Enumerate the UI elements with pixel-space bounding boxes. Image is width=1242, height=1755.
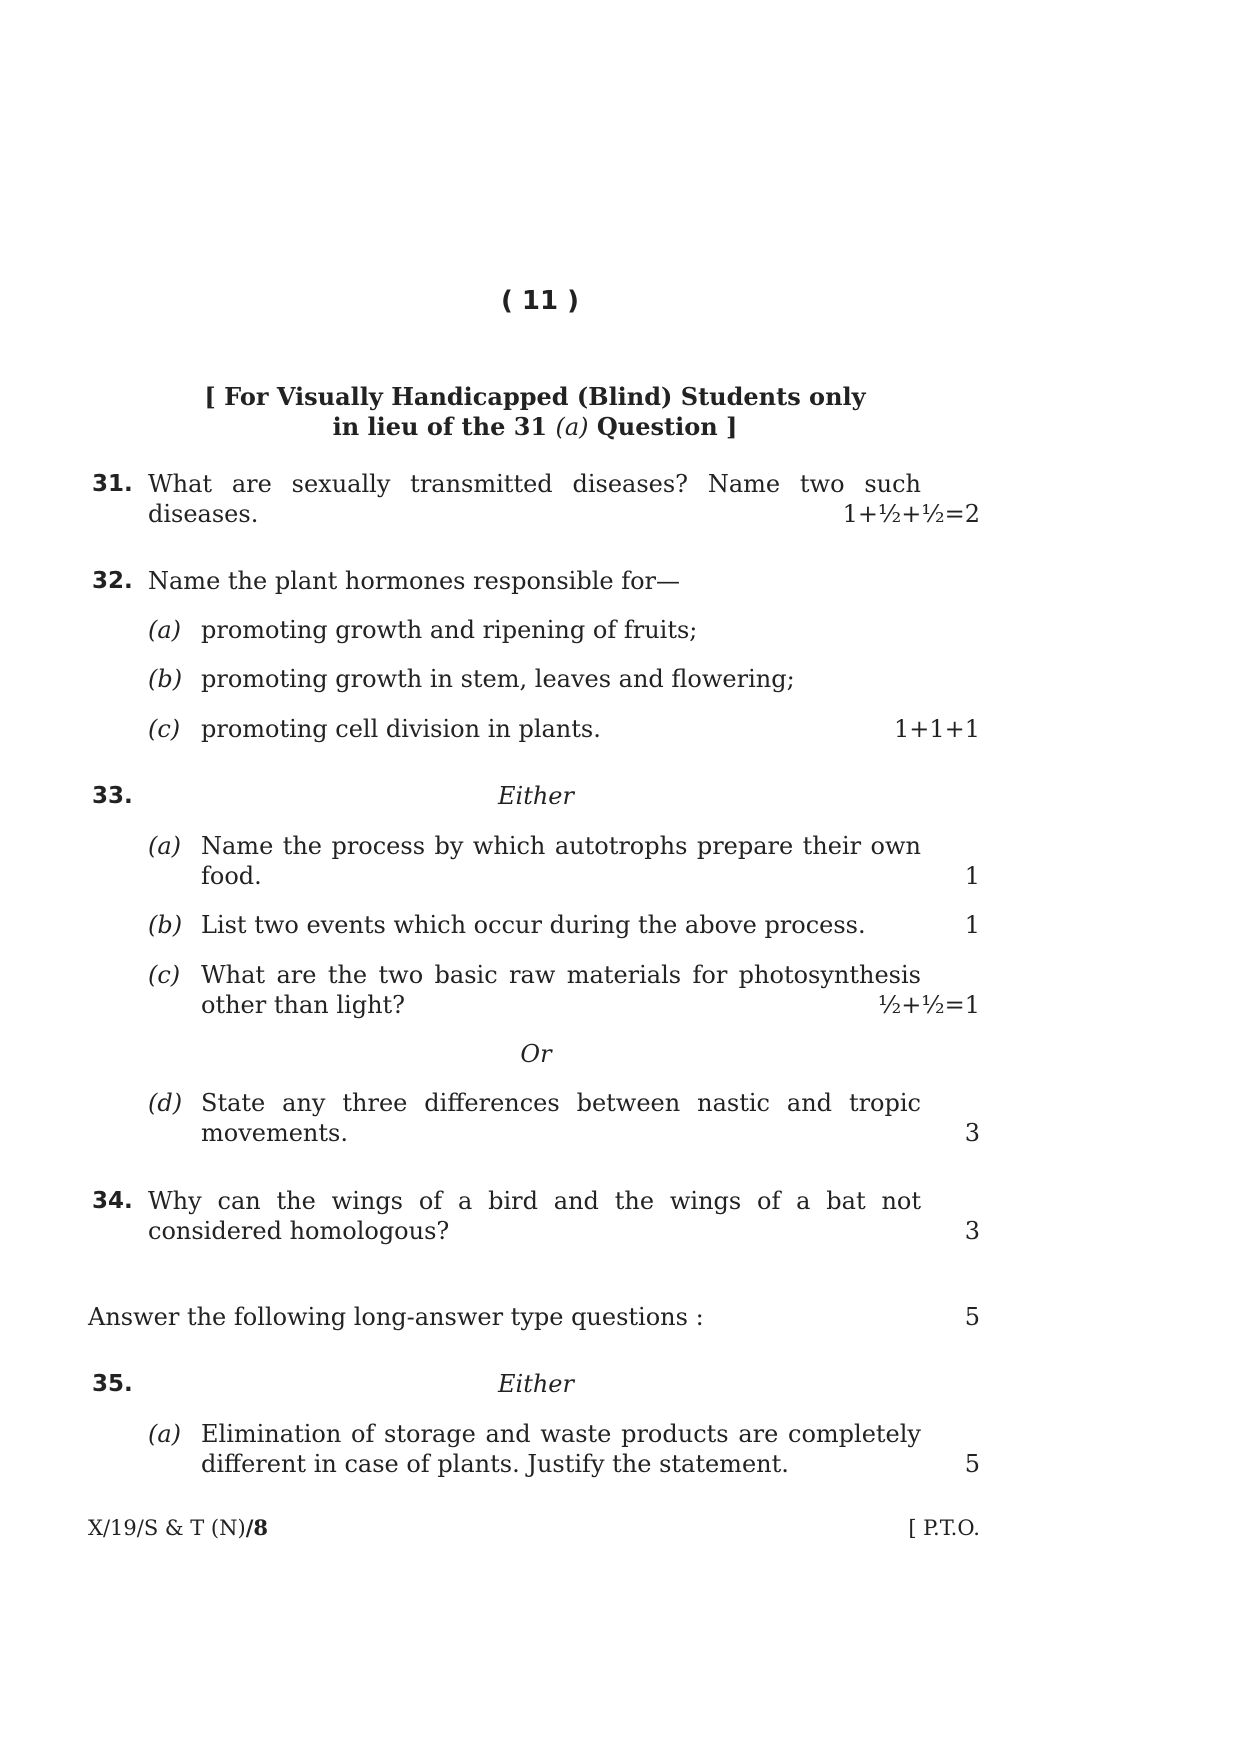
heading-text-italic: (a): [555, 413, 589, 441]
heading-text-post: Question ]: [588, 412, 738, 441]
heading-text-pre: in lieu of the 31: [332, 412, 556, 441]
long-answer-marks: 5: [964, 1303, 980, 1331]
question-33-part-c-marks: ½+½=1: [877, 991, 980, 1019]
question-33-part-b-marks: 1: [964, 911, 980, 939]
question-35-part-a-line2: different in case of plants. Justify the statement.: [201, 1450, 789, 1478]
question-33-part-a-label: (a): [148, 832, 182, 860]
question-33-part-c-line2: other than light?: [201, 991, 406, 1019]
question-33-part-a-line1: Name the process by which autotrophs prepare their own: [201, 832, 921, 860]
question-33-part-c-label: (c): [148, 961, 181, 989]
question-33-part-d-label: (d): [148, 1089, 183, 1117]
question-32-stem: Name the plant hormones responsible for—: [148, 567, 681, 595]
question-number-32: 32.: [92, 568, 133, 594]
question-number-31: 31.: [92, 471, 133, 497]
footer-code-bold: /8: [245, 1515, 268, 1540]
question-32-part-a-label: (a): [148, 616, 182, 644]
question-33-part-b-text: List two events which occur during the above process.: [201, 911, 866, 939]
footer-pto: [ P.T.O.: [908, 1516, 980, 1540]
question-33-either: Either: [498, 782, 574, 810]
question-35-either: Either: [498, 1370, 574, 1398]
question-31-line2: diseases.: [148, 500, 259, 528]
question-number-35: 35.: [92, 1371, 133, 1397]
long-answer-instruction: Answer the following long-answer type questions :: [88, 1303, 704, 1331]
footer-code-text: X/19/S & T (N): [88, 1516, 246, 1540]
question-33-part-a-marks: 1: [964, 862, 980, 890]
question-32-part-a-text: promoting growth and ripening of fruits;: [201, 616, 698, 644]
section-heading-line1: [ For Visually Handicapped (Blind) Students only: [204, 382, 866, 411]
question-33-part-d-line2: movements.: [201, 1119, 348, 1147]
question-32-part-b-text: promoting growth in stem, leaves and flowering;: [201, 665, 795, 693]
section-heading-line2: [90, 412, 980, 442]
question-33-part-c-line1: What are the two basic raw materials for photosynthesis: [201, 961, 921, 989]
question-31-marks: 1+½+½=2: [842, 500, 980, 528]
question-31-line1: What are sexually transmitted diseases? Name two such: [148, 470, 921, 498]
footer-paper-code: [88, 1514, 268, 1542]
question-34-marks: 3: [964, 1217, 980, 1245]
question-33-part-d-line1: State any three differences between nastic and tropic: [201, 1089, 921, 1117]
page-number: ( 11 ): [500, 286, 580, 316]
question-33-part-a-line2: food.: [201, 862, 262, 890]
question-32-part-c-label: (c): [148, 715, 181, 743]
question-32-part-b-label: (b): [148, 665, 183, 693]
question-34-line2: considered homologous?: [148, 1217, 450, 1245]
question-32-marks: 1+1+1: [893, 715, 980, 743]
question-32-part-c-text: promoting cell division in plants.: [201, 715, 601, 743]
question-35-part-a-marks: 5: [964, 1450, 980, 1478]
question-34-line1: Why can the wings of a bird and the wings of a bat not: [148, 1187, 921, 1215]
question-35-part-a-line1: Elimination of storage and waste products are completely: [201, 1420, 921, 1448]
question-35-part-a-label: (a): [148, 1420, 182, 1448]
question-33-or: Or: [520, 1040, 552, 1068]
question-number-34: 34.: [92, 1188, 133, 1214]
question-33-part-b-label: (b): [148, 911, 183, 939]
question-number-33: 33.: [92, 783, 133, 809]
question-33-part-d-marks: 3: [964, 1119, 980, 1147]
